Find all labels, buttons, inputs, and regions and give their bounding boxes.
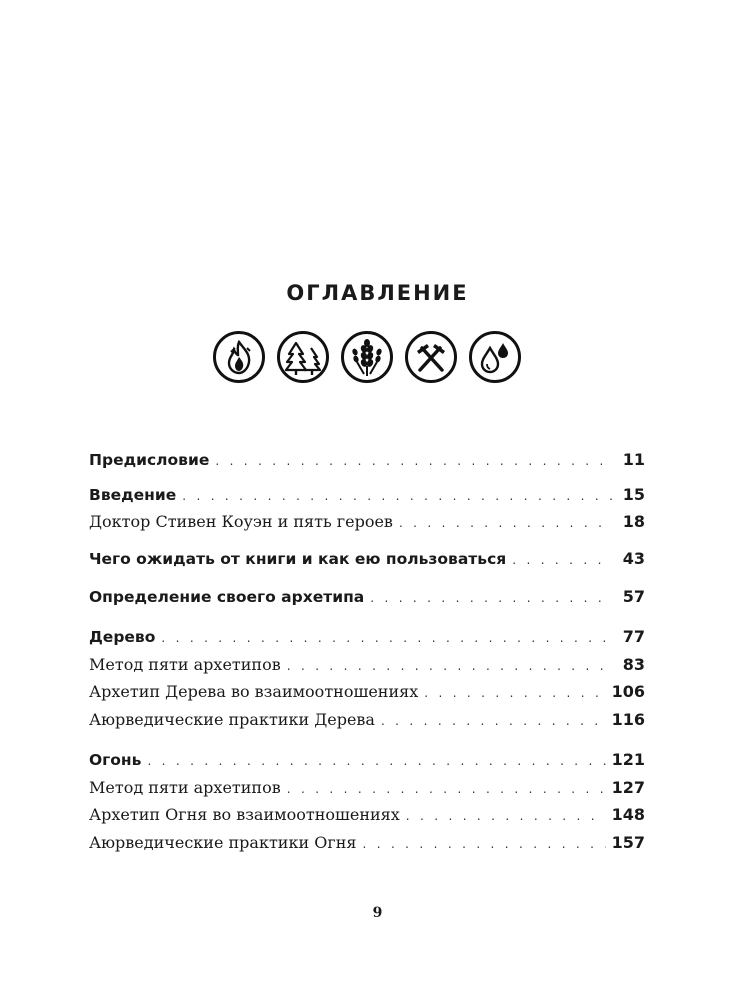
toc-entry-page: 43 <box>622 549 645 568</box>
toc-entry[interactable] <box>89 450 645 474</box>
toc-entry-page: 121 <box>611 750 645 769</box>
toc-entry-title: Архетип Дерева во взаимоотношениях <box>89 682 419 701</box>
toc-entry-title: Чего ожидать от книги и как ею пользоваться <box>89 550 507 568</box>
toc-entry-title: Метод пяти архетипов <box>89 655 281 674</box>
toc-entry-page: 18 <box>622 512 645 531</box>
toc-entry[interactable] <box>89 549 645 573</box>
toc-entry[interactable] <box>89 778 645 802</box>
element-icons <box>212 330 522 386</box>
toc-entry[interactable] <box>89 805 645 829</box>
dot-leader <box>362 837 605 851</box>
dot-leader <box>424 686 605 700</box>
toc-entry-page: 11 <box>622 450 645 469</box>
dot-leader <box>182 489 613 503</box>
toc-entry[interactable] <box>89 750 645 774</box>
toc-entry-page: 15 <box>622 485 645 504</box>
fire-icon <box>212 330 266 384</box>
toc-entry-page: 106 <box>611 682 645 701</box>
toc-entry[interactable] <box>89 833 645 857</box>
trees-icon <box>276 330 330 384</box>
toc-entry[interactable] <box>89 682 645 706</box>
dot-leader <box>161 631 613 645</box>
toc-entry-title: Дерево <box>89 628 156 646</box>
toc-entry-title: Предисловие <box>89 451 210 469</box>
toc-entry[interactable] <box>89 655 645 679</box>
wheat-icon <box>340 330 394 384</box>
toc-entry-page: 116 <box>611 710 645 729</box>
toc-entry-title: Архетип Огня во взаимоотношениях <box>89 805 400 824</box>
toc-entry-title: Введение <box>89 486 177 504</box>
toc-entry[interactable] <box>89 485 645 509</box>
toc-entry-title: Метод пяти архетипов <box>89 778 281 797</box>
toc-entry-title: Определение своего архетипа <box>89 588 365 606</box>
toc-entry-page: 127 <box>611 778 645 797</box>
dot-leader <box>399 516 613 530</box>
dot-leader <box>215 454 613 468</box>
toc-entry-page: 157 <box>611 833 645 852</box>
water-drops-icon <box>468 330 522 384</box>
crossed-hammers-icon <box>404 330 458 384</box>
dot-leader <box>381 714 606 728</box>
toc-entry-page: 148 <box>611 805 645 824</box>
toc-entry-title: Аюрведические практики Дерева <box>89 710 375 729</box>
dot-leader <box>147 754 605 768</box>
dot-leader <box>370 591 613 605</box>
dot-leader <box>512 553 613 567</box>
page-number: 9 <box>372 905 383 921</box>
page-title: ОГЛАВЛЕНИЕ <box>286 281 469 305</box>
toc-entry-page: 77 <box>622 627 645 646</box>
toc-entry-page: 57 <box>622 587 645 606</box>
toc-entry-title: Огонь <box>89 751 142 769</box>
dot-leader <box>287 659 613 673</box>
dot-leader <box>406 809 606 823</box>
dot-leader <box>287 782 606 796</box>
toc-entry-title: Аюрведические практики Огня <box>89 833 357 852</box>
toc-entry[interactable] <box>89 587 645 611</box>
toc-entry[interactable] <box>89 710 645 734</box>
toc-entry-title: Доктор Стивен Коуэн и пять героев <box>89 512 393 531</box>
toc-entry[interactable] <box>89 512 645 536</box>
toc-entry-page: 83 <box>622 655 645 674</box>
toc-entry[interactable] <box>89 627 645 651</box>
